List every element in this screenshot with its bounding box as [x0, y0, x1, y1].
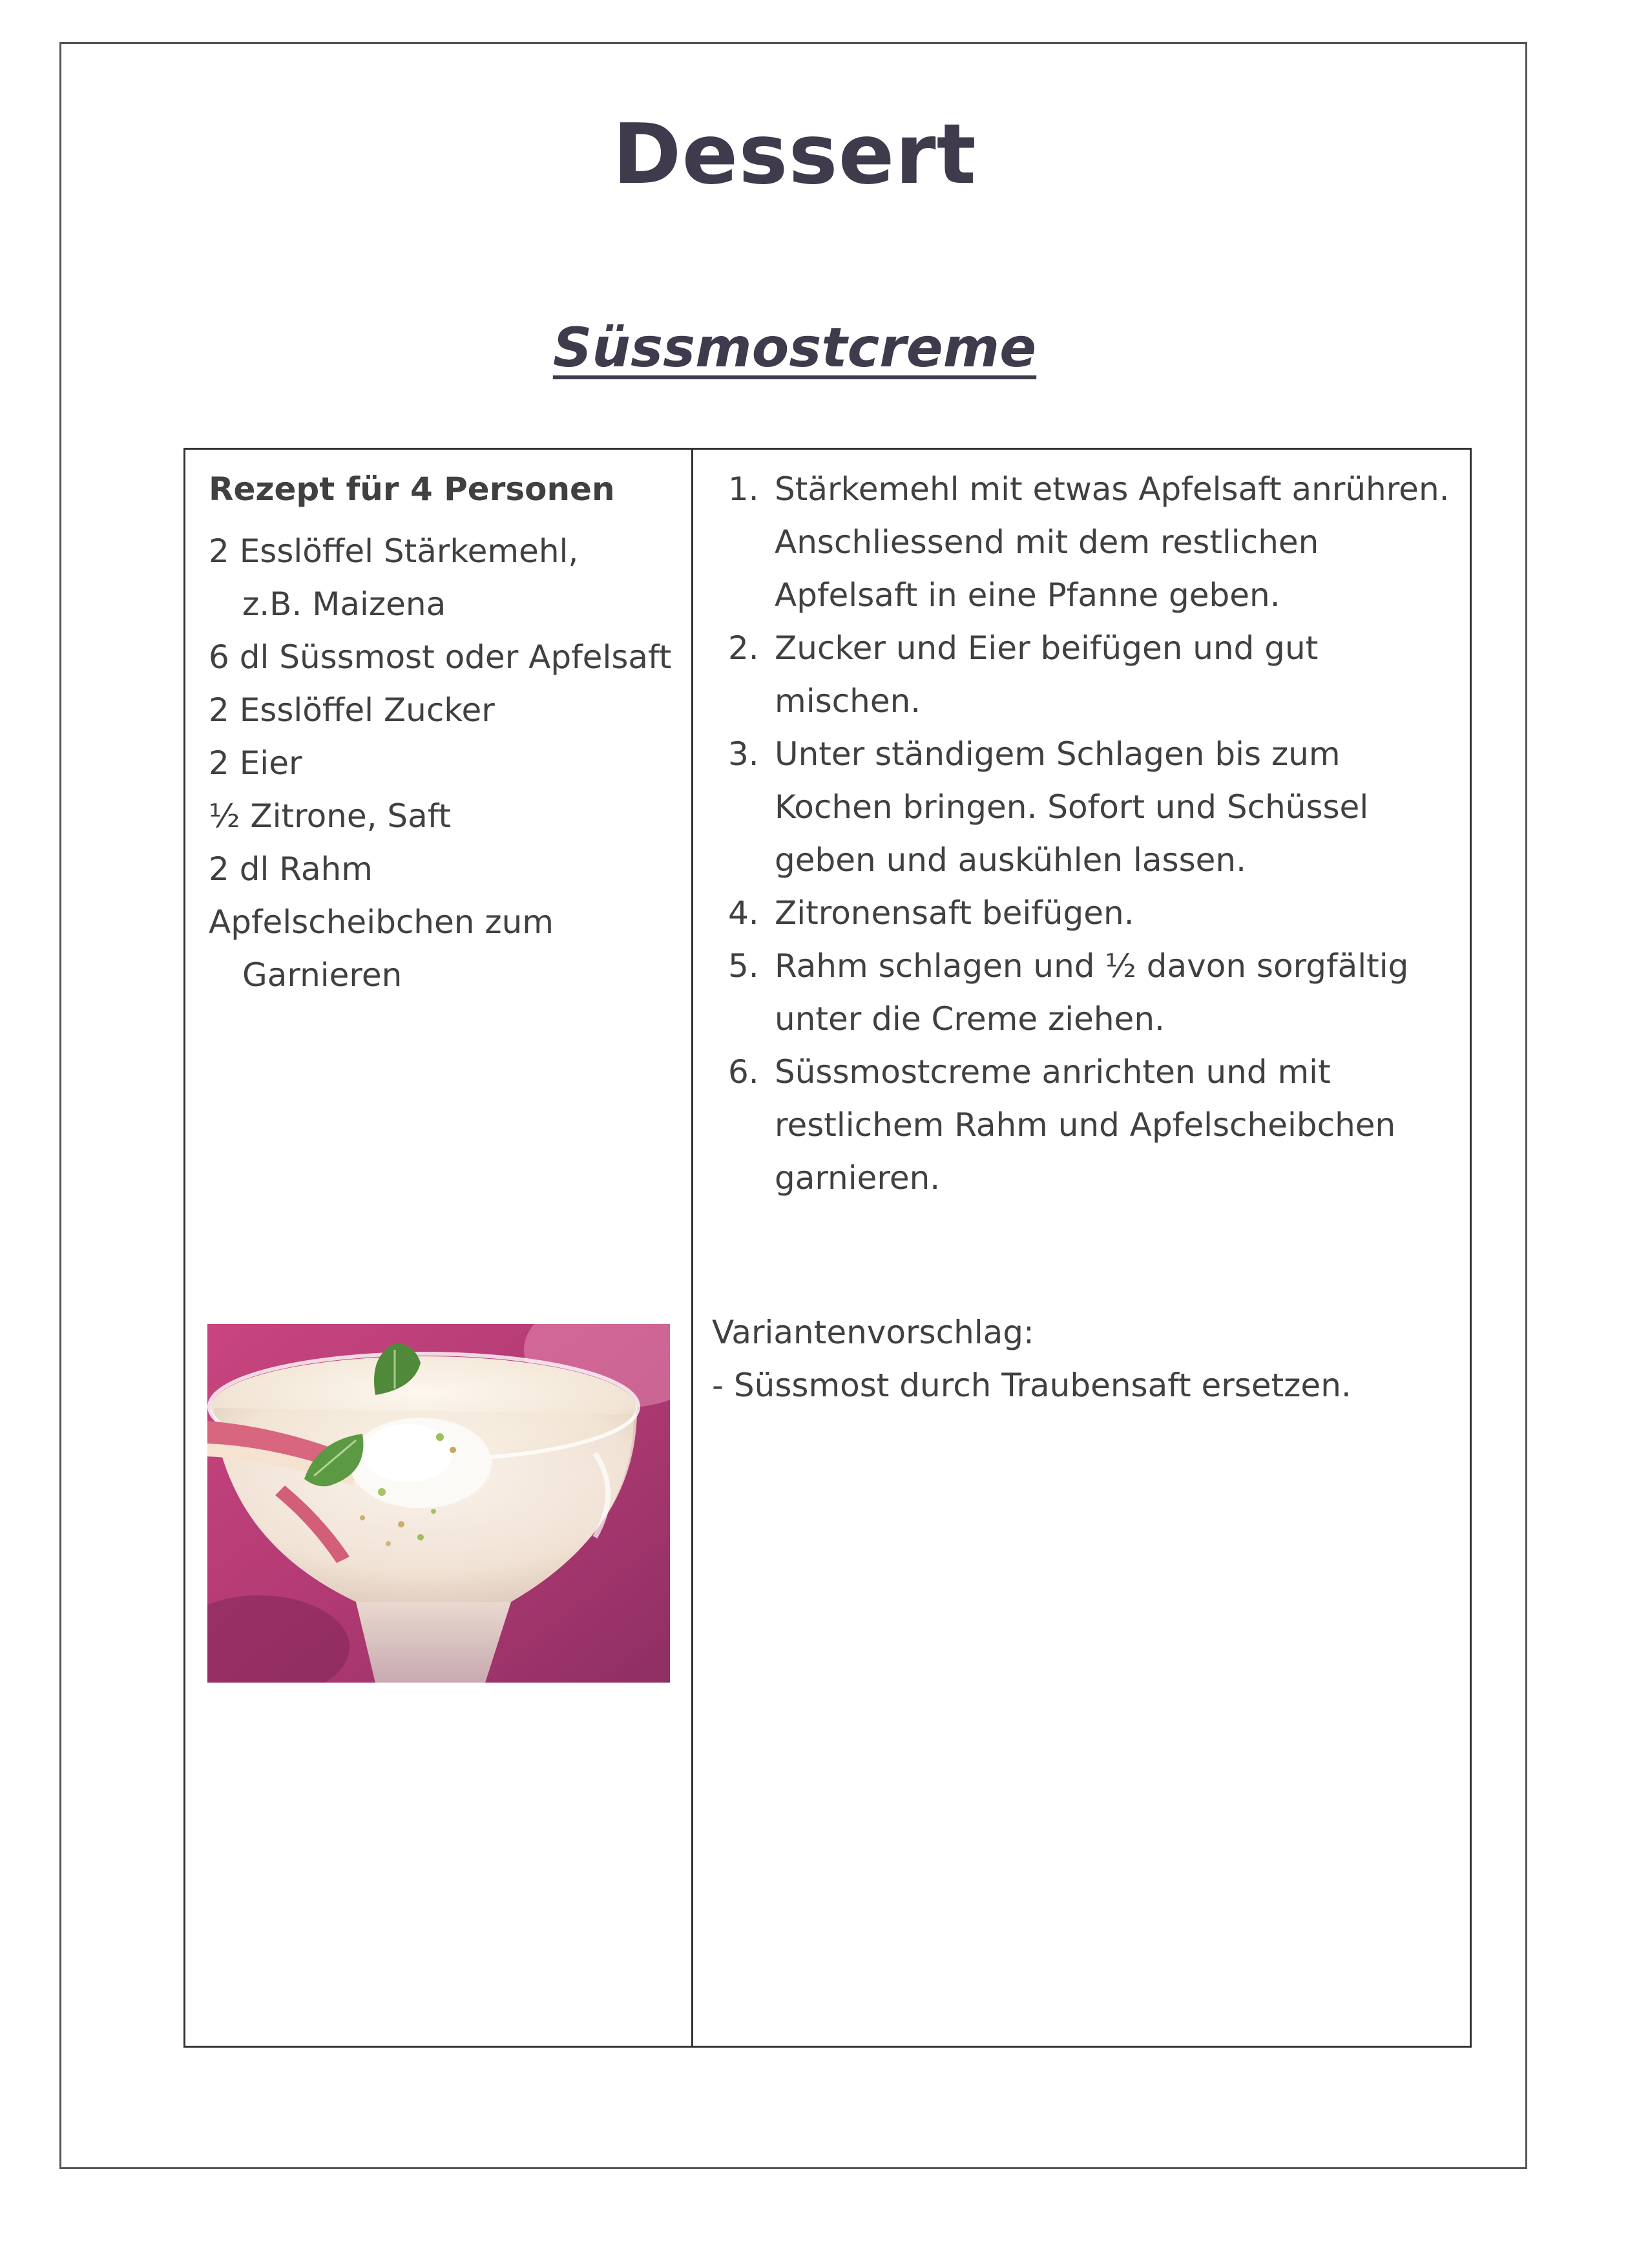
column-divider	[691, 450, 693, 2046]
preparation-steps	[728, 463, 1465, 1204]
ingredient-line: Garnieren	[242, 956, 402, 994]
step-text: Unter ständigem Schlagen bis zum Kochen bringen. Sofort und Schüssel geben und auskühlen lassen.	[775, 735, 1369, 879]
ingredient-line: ½ Zitrone, Saft	[209, 797, 452, 835]
ingredient-line: 2 dl Rahm	[209, 850, 373, 888]
ingredient-line: z.B. Maizena	[242, 585, 446, 623]
step-number: 6.	[728, 1053, 759, 1091]
dessert-photo	[207, 1324, 670, 1683]
recipe-table	[183, 448, 1472, 2048]
ingredient-line: Apfelscheibchen zum	[209, 903, 554, 941]
step-item	[728, 622, 1465, 728]
step-text: Zucker und Eier beifügen und gut mischen.	[775, 629, 1319, 720]
step-item	[728, 887, 1465, 940]
ingredient-line: 2 Esslöffel Stärkemehl,	[209, 532, 579, 570]
step-number: 5.	[728, 947, 759, 985]
ingredients-heading: Rezept für 4 Personen	[209, 470, 615, 508]
step-number: 3.	[728, 735, 759, 773]
step-text: Stärkemehl mit etwas Apfelsaft anrühren. Anschliessend mit dem restlichen Apfelsaft in eine Pfanne geben.	[775, 470, 1450, 614]
step-text: Rahm schlagen und ½ davon sorgfältig unter die Creme ziehen.	[775, 947, 1409, 1038]
step-item	[728, 728, 1465, 887]
step-item	[728, 463, 1465, 622]
step-number: 2.	[728, 629, 759, 667]
step-item	[728, 1045, 1465, 1204]
page-title: Dessert	[612, 107, 977, 203]
step-text: Zitronensaft beifügen.	[775, 894, 1134, 932]
step-number: 1.	[728, 470, 759, 508]
variant-heading: Variantenvorschlag:	[712, 1314, 1034, 1351]
step-text: Süssmostcreme anrichten und mit restlichem Rahm und Apfelscheibchen garnieren.	[775, 1053, 1396, 1197]
ingredient-line: 2 Esslöffel Zucker	[209, 691, 495, 729]
recipe-title: Süssmostcreme	[552, 316, 1037, 379]
step-number: 4.	[728, 894, 759, 932]
ingredient-line: 6 dl Süssmost oder Apfelsaft	[209, 638, 672, 676]
ingredients-list	[209, 463, 674, 1002]
step-item	[728, 940, 1465, 1045]
variant-suggestion	[712, 1306, 1448, 1412]
dessert-glass-photo-icon	[207, 1324, 670, 1683]
ingredient-line: 2 Eier	[209, 744, 302, 782]
variant-text: - Süssmost durch Traubensaft ersetzen.	[712, 1367, 1352, 1404]
